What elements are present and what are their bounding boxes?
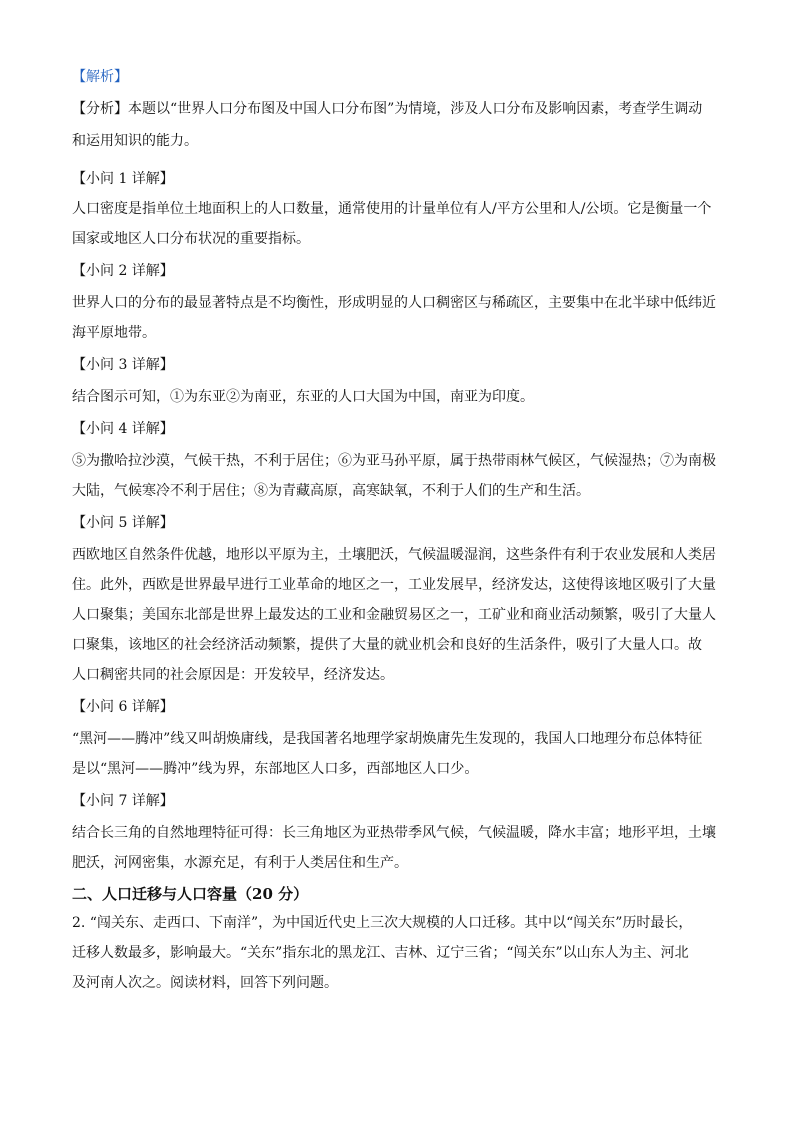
q4-line: ⑤为撒哈拉沙漠，气候干热，不利于居住；⑥为亚马孙平原，属于热带雨林气候区，气候湿热；⑦为南极 bbox=[72, 453, 716, 469]
q6-line: 是以“黑河——腾冲”线为界，东部地区人口多，西部地区人口少。 bbox=[72, 761, 479, 777]
question-2-line: 迁移人数最多，影响最大。“关东”指东北的黑龙江、吉林、辽宁三省；“闯关东”以山东人为主、河北 bbox=[72, 945, 689, 961]
q6-line: “黑河——腾冲”线又叫胡焕庸线，是我国著名地理学家胡焕庸先生发现的，我国人口地理分布总体特征 bbox=[72, 731, 703, 747]
q5-line: 西欧地区自然条件优越，地形以平原为主，土壤肥沃，气候温暖湿润，这些条件有利于农业发展和人类居 bbox=[72, 547, 716, 563]
q2-line: 世界人口的分布的最显著特点是不均衡性，形成明显的人口稠密区与稀疏区，主要集中在北半球中低纬近 bbox=[72, 295, 716, 311]
analysis-line: 和运用知识的能力。 bbox=[72, 133, 198, 149]
q6-heading: 【小问 6 详解】 bbox=[72, 699, 174, 715]
question-2-line: 2. “闯关东、走西口、下南洋”，为中国近代史上三次大规模的人口迁移。其中以“闯关东”历时最长， bbox=[72, 915, 693, 931]
analysis-line: 【分析】本题以“世界人口分布图及中国人口分布图”为情境，涉及人口分布及影响因素，考查学生调动 bbox=[72, 101, 703, 117]
q3-line: 结合图示可知，①为东亚②为南亚，东亚的人口大国为中国，南亚为印度。 bbox=[72, 389, 534, 405]
q5-heading: 【小问 5 详解】 bbox=[72, 515, 174, 531]
q2-line: 海平原地带。 bbox=[72, 325, 156, 341]
section-title: 二、人口迁移与人口容量（20 分） bbox=[72, 885, 309, 903]
jiexi-heading: 【解析】 bbox=[72, 69, 128, 85]
q5-line: 住。此外，西欧是世界最早进行工业革命的地区之一，工业发展早，经济发达，这使得该地区吸引了大量 bbox=[72, 577, 716, 593]
q2-heading: 【小问 2 详解】 bbox=[72, 263, 174, 279]
question-2-line: 及河南人次之。阅读材料，回答下列问题。 bbox=[72, 975, 338, 991]
q4-line: 大陆，气候寒冷不利于居住；⑧为青藏高原，高寒缺氧，不利于人们的生产和生活。 bbox=[72, 483, 590, 499]
q5-line: 口聚集，该地区的社会经济活动频繁，提供了大量的就业机会和良好的生活条件，吸引了大量人口。故 bbox=[72, 637, 702, 653]
q3-heading: 【小问 3 详解】 bbox=[72, 357, 174, 373]
q5-line: 人口稠密共同的社会原因是：开发较早，经济发达。 bbox=[72, 667, 394, 683]
q7-line: 肥沃，河网密集，水源充足，有利于人类居住和生产。 bbox=[72, 855, 408, 871]
q7-heading: 【小问 7 详解】 bbox=[72, 793, 174, 809]
q7-line: 结合长三角的自然地理特征可得：长三角地区为亚热带季风气候，气候温暖，降水丰富；地形平坦，土壤 bbox=[72, 825, 716, 841]
q1-line: 国家或地区人口分布状况的重要指标。 bbox=[72, 231, 310, 247]
document-body bbox=[72, 62, 722, 998]
q1-line: 人口密度是指单位土地面积上的人口数量，通常使用的计量单位有人/平方公里和人/公顷。它是衡量一个 bbox=[72, 201, 712, 217]
q4-heading: 【小问 4 详解】 bbox=[72, 421, 174, 437]
q1-heading: 【小问 1 详解】 bbox=[72, 171, 174, 187]
q5-line: 人口聚集；美国东北部是世界上最发达的工业和金融贸易区之一，工矿业和商业活动频繁，吸引了大量人 bbox=[72, 607, 716, 623]
